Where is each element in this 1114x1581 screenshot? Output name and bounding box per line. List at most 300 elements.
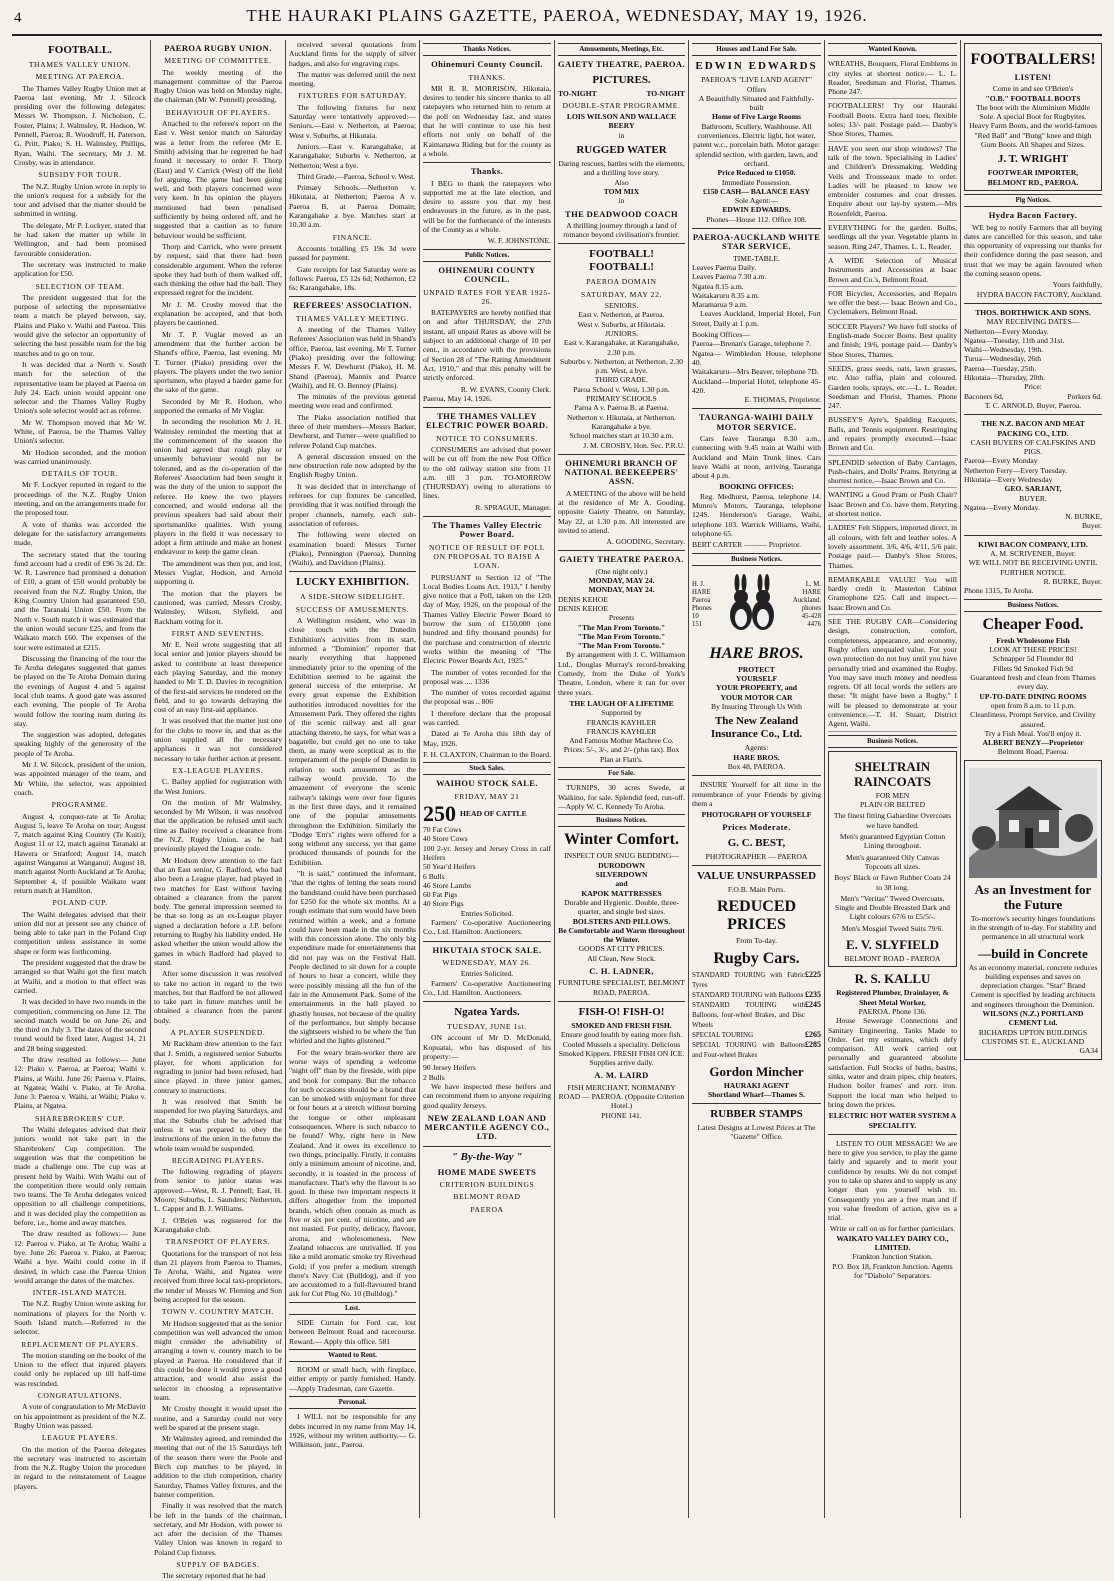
car-price-row [692, 990, 821, 1000]
car-model: SPECIAL TOURING with Balloons and Four-wheel Brakes [692, 1040, 805, 1059]
notice-heading: Ngatea Yards. [454, 1006, 520, 1019]
article-paragraph: Mr Rackham drew attention to the fact that J. Smith, a registered senior Suburbs player, for whom application for regrading to junior had been refused, had since played in three junior games, contrary to instructions. [154, 1039, 282, 1095]
ad-text: MONDAY, MAY 24. [588, 576, 655, 586]
article-paragraph: The president suggested that for the purpose of selecting the representative team a match be played between, say, Plains and Piako v. Waihi and Paeroa. This would give the selector an opportunity of selecting the best possible team for the big matches and to go on tour. [14, 292, 146, 358]
ad-list [832, 811, 953, 933]
divider [289, 571, 416, 572]
article-paragraph: Mr Crosby thought it would upset the routine, and a Saturday could not very well be spared at the present stage. [154, 1404, 282, 1432]
article-paragraph: Seconded by Mr R. Hodson, who supported the remarks of Mr Vuglar. [154, 396, 282, 415]
ad-text: To-morrow's security hinges foundations in the strength of to-day. For stability and permanence in all structural work [969, 913, 1097, 942]
ad-heading: RUBBER STAMPS [710, 1108, 803, 1121]
article-paragraph: The weekly meeting of the management committee of the Paeroa Rugby Union was held on Monday night, the chairman (Mr W. Pennell) presiding. [154, 67, 282, 105]
notice-text: ON account of Mr D. McDonald, Kopuatai, who has disposed of his property:— [423, 1033, 551, 1062]
classified-ad: SOCCER Players? We have full stocks of English-made Soccer Boots. Best quality and finish; 19/6, postage paid.— Danby's Shoe Stores, Thames. [828, 322, 957, 362]
column-divider [824, 40, 825, 1518]
article-heading: PAEROA RUGBY UNION. [164, 43, 272, 53]
section-subheading: FIXTURES FOR SATURDAY. [298, 91, 407, 101]
ad-heading: Rugby Cars. [713, 949, 800, 967]
ad-text: DENIS KEHOE [558, 603, 608, 613]
ad-heading: —build in Concrete [978, 945, 1088, 961]
divider [423, 1001, 551, 1002]
article-paragraph: The secretary reported that he had [162, 1571, 266, 1581]
article-subheading: SUCCESS OF AMUSEMENTS. [295, 604, 410, 614]
article-paragraph: Attached to the referee's report on the East v. West senior match on Saturday was a letter from the referee (Mr E. Smith) advising that he regretted he had found it necessary to order F. Thorp (East) and V. Carrick (West) off the field for arguing. The game had been going well, and both players concerned were very keen. In his opinion the players mentioned had been penalised sufficiently by being ordered off, and he suggested that a caution as to future behaviour would be sufficient. [154, 119, 282, 240]
divider [828, 1134, 957, 1135]
article-paragraph: Mr E. Neil wrote suggesting that all local senior and junior players should be asked to contribute at least threepence each playing Saturday, and the money handed to Mr T. D. Davies in recognition of the first-aid services he rendered on the field, and to go towards defraying the cost of an easy first-aid appliance. [154, 640, 282, 715]
column-divider [150, 40, 151, 1518]
ad-heading: Cheaper Food. [982, 615, 1084, 633]
ad-text: PLAIN OR BELTED [859, 800, 926, 810]
ad-list-item: Men's Mosgiel Tweed Suits 79/6. [841, 923, 944, 933]
article-paragraph: The Waihi delegates advised that their union did not at present see any chance of being able to take part in the Poland Cup competition unless assistance in some shape or form was forthcoming. [14, 909, 146, 956]
notice-subheading: NOTICE TO CONSUMERS. [436, 433, 538, 443]
category-label: Business Notices. [964, 599, 1102, 612]
ad-text: in [618, 196, 625, 206]
notice-text: The number of votes recorded against the proposal was .. 806 [423, 688, 551, 707]
ad-text: INSPECT OUR SNUG BEDDING— [564, 851, 679, 861]
article-paragraph: The motion standing on the books of the Union to the effect that injured players could only be replaced up till half-time was rescinded. [14, 1350, 146, 1388]
notice-signature: T. C. ARNOLD, Buyer, Paeroa. [984, 400, 1082, 410]
article-paragraph: A vote of thanks was accorded the delegate for the satisfactory arrangements made. [14, 519, 146, 548]
article-paragraph: The matter was deferred until the next meeting. [289, 69, 416, 89]
section-subheading: TRANSPORT OF PLAYERS. [165, 1237, 271, 1247]
ad-text: Reg. Medhurst, Paeroa, telephone 14. Munro's Motors, Tauranga, telephone 124S. Henderson's Garage, Waihi, telephone 103. Warrick Williams, Waihi, telephone 65. [692, 491, 821, 538]
ad-text: Agents: [744, 743, 769, 753]
article-paragraph: The Waihi delegates advised that their juniors would not take part in the Sharebrokers' Cup competition. The suggestion was that the competition be made a challenge one. The cup was at present held by Waihi. With Waihi out of the competition there would only remain two teams. The Te Aroha delegates voiced opposition to all challenge competitions, and it was decided play the competition as before, i.e., home and away matches. [14, 1125, 146, 1228]
notice-text: I therefore declare that the proposal was carried. [423, 708, 551, 727]
article-paragraph: The following were elected on examination board: Messrs Turner (Piako), Pennington (Paeroa), Dunning (Waihi), and Davidson (Plains). [289, 530, 416, 568]
category-label: For Sale. [558, 767, 685, 780]
ad-list-item: Boys' Black or Fawn Rubber Coats 24 to 38 long. [834, 873, 951, 892]
ad-text: Immediate Possession. [721, 177, 792, 187]
notice-signature: A. GOODING, Secretary. [606, 537, 685, 547]
building-illustration-icon [969, 768, 1097, 878]
notice-date: Paeroa, May 14, 1926. [423, 393, 492, 403]
article-paragraph: After some discussion it was resolved to take no action in regard to the two matches, but that Radford be not allowed to take part in future matches until he obtained a clearance from the parent body. [154, 969, 282, 1025]
category-label: Public Notices. [423, 249, 551, 262]
notice-text: Buyer. [1081, 521, 1102, 531]
article-body [154, 68, 282, 1581]
stock-list: 70 Fat Cows 40 Store Cows 100 2-yr. Jersey and Jersey Cross in calf Heifers 50 Year'd Heifers 6 Bulls 46 Store Lambs 60 Fat Pigs 40 Store Pigs [423, 825, 551, 909]
category-label: Lost. [289, 1302, 416, 1315]
tonight-row [558, 89, 685, 98]
car-price: £235 [805, 989, 821, 999]
ad-text: BELMONT ROAD [453, 1192, 521, 1202]
ad-code: GA34 [1079, 1046, 1098, 1056]
section-subheading: SELECTION OF TEAM. [35, 281, 125, 291]
column-wanted-known [828, 40, 957, 1518]
article-paragraph: Mr J. M. Crosby moved that the explanation be accepted, and that both players be cautioned. [154, 299, 282, 328]
timetable-list: Leaves Paeroa 7.30 a.m. Ngatea 8.15 a.m. Waitakaruru 8.35 a.m. Maramarua 9 a.m. [692, 272, 767, 310]
notice-subheading: UNPAID RATES FOR YEAR 1925-26. [423, 287, 551, 306]
ad-text: ELECTRIC HOT WATER SYSTEM A SPECIALITY. [828, 1111, 957, 1130]
article-paragraph: A vote of congratulation to Mr McDavitt on his appointment as president of the N.Z. Rugby Union was passed. [14, 1402, 147, 1430]
notice-subheading: TUESDAY, JUNE 1st. [447, 1022, 527, 1032]
column-fixtures [289, 40, 416, 1518]
classified-ad: REMARKABLE VALUE! You will hardly credit it. Masterton Cabinet Gramophone £25. Call and inspect.—Isaac Brown and Co. [828, 575, 957, 615]
column-divider [688, 40, 689, 1518]
ad-subheading: HOME MADE SWEETS [437, 1166, 537, 1177]
section-subheading: REGRADING PLAYERS. [171, 1155, 265, 1165]
section-subheading: REPLACEMENT OF PLAYERS. [21, 1339, 139, 1349]
fish-prices: Schnapper 5d Flounder 8d Fillets 9d Smoked Fish 9d [992, 654, 1074, 673]
notice-text: A MEETING of the above will be held at the residence of Mr A. Gooding, opposite Gaiety Theatre, on Saturday, May 22, at 1.30 p.m. All interested are invited to attend. [558, 488, 685, 535]
article-paragraph: Accounts totalling £5 19s 3d were passed for payment. [289, 243, 416, 263]
section-subheading: POLAND CUP. [52, 898, 108, 908]
car-price: £225 [805, 969, 821, 979]
ad-text: Sole Agent:— [734, 196, 779, 206]
ad-text: And Famous Mother Machree Co. [569, 736, 674, 746]
column-divider [960, 40, 961, 1518]
article-paragraph: A Wellington resident, who was in close touch with the Dunedin Exhibition's activities from its start, informed a "Dominion" reporter that nearly everything that happened immediately prior to the opening of the Exhibition seemed to be against the general success of the enterprise. At every great expense the Exhibition authorities introduced novelties for the Amusement Park. They offered the rights of the scenic railway and all gear attaching thereto, he says, for what was a bagatelle, but could get no one to take them, as many were sceptical as to the temperament of the people of Dunedin in relation to such amusement as the railway would provide. To the amazement of everyone the scenic railway's takings were over four figures in the first three days, and it remained one of the popular amusements throughout the Exhibition. Similarly the "Dodge 'Em's" rights were offered for a song without any success, yet that game produced thousands of pounds for the Exhibition. [289, 616, 416, 867]
price-item: Baconers 6d, [964, 391, 1004, 401]
article-paragraph: Quotations for the transport of not less than 21 players from Paeroa to Thames, Te Aroha, Waihi, and Ngatea were received from three local taxi-proprietors, the tender of Messrs W. Fleming and Son being accepted for the season. [154, 1248, 282, 1304]
ad-text: Registered Plumber, Drainlayer, & Sheet Metal Worker, [836, 988, 949, 1007]
notice-text: CONSUMERS are advised that power will be cut off from the new Post Office to the old railway station site from 11 a.m. till 3 p.m. TO-MORROW (THURSDAY) owing to alterations to lines. [423, 444, 551, 501]
article-paragraph: The draw resulted as follows:— June 12: Piako v. Paeroa, at Paeroa; Waihi v. Plains, at Waihi. June 26: Paeroa v. Plains, at Ngatea; Waihi v. Piako, at Te Aroha. June 3: Paeroa v. Waihi, at Waihi; Piako v. Plains, at Ngatea. [14, 1054, 146, 1111]
notice-signature: R. BURKE, Buyer. [1043, 576, 1102, 586]
ad-text: Durable and Hygienic. Double, three-quarter, and single bed sizes. [564, 897, 679, 917]
ad-text: Write or call on us for further particulars. [829, 1224, 956, 1234]
footballers-ad [964, 43, 1102, 191]
ad-text: SMOKED AND FRESH FISH. [571, 1020, 672, 1030]
stock-list: 90 Jersey Heifers 2 Bulls [423, 1063, 476, 1082]
section-subheading: FINANCE. [332, 232, 373, 242]
article-paragraph: Mr T. P. Vuglar moved as an amendment that the further action be Shand's office, Paeroa, last evening. Mr T. Turner (Piako) presiding over the players. The players under the two senior sportsmen, who played a harder game for the sake of the game. [154, 329, 282, 395]
sheltrain-ad [828, 751, 957, 967]
tonight-label: TO-NIGHT [646, 88, 685, 98]
section-subheading: TOWN V. COUNTRY MATCH. [161, 1307, 275, 1317]
ad-text: Cleanliness, Prompt Service, and Civility assured. [970, 710, 1096, 729]
article-paragraph: Mr F. Lockyer reported in regard to the proceedings of the N.Z. Rugby Union meeting, and on the arrangements made for the proposed tour. [14, 480, 146, 518]
divider [423, 941, 551, 942]
ad-text: The boot with the Aluminium Middle Sole. A special Boot for Rugbyites. [975, 102, 1091, 122]
ad-text: open from 8 a.m. to 11 p.m. [990, 700, 1076, 710]
notice-signature: J. M. CROSBY, Hon. Sec. P.R.U. [583, 440, 685, 450]
classified-ad: LADIES' Felt Slippers, imported direct, in all colours, with felt and leather soles. A lovely assortment. 3/6, 4/6, 4/11, 5/6 pair. Postage paid.— Danby's Shoe Stores, Thames. [828, 523, 957, 572]
ad-heading: R. S. KALLU [854, 971, 931, 987]
ad-heading: FISH-O! FISH-O! [578, 1005, 665, 1018]
notice-subheading: FRIDAY, MAY 21 [454, 791, 520, 801]
ad-heading: VALUE UNSURPASSED [696, 870, 817, 882]
classified-ad: HAVE you seen our shop windows? The talk of the town. Specialising in Ladies' and Children's Dressmaking. Wedding Veils and Trousseaux made to order. Ladies will be pleased to know we embroider costumes and coat dresses. Enquire about our lay-by system.—Mrs Rosenfeldt, Paeroa. [828, 144, 957, 221]
ad-text: Be Comfortable and Warm throughout the Winter. [558, 925, 685, 945]
divider [289, 296, 416, 297]
article-paragraph: The president suggested that the draw be arranged so that Waihi got the first match at Waihi, and a motion to that effect was carried. [14, 958, 146, 995]
article-paragraph: J. O'Brien was registered for the Karangahake club. [154, 1215, 282, 1234]
notice-text: Ngatea—Every Monday. [964, 502, 1040, 512]
divider [964, 303, 1102, 304]
ad-text: SATURDAY, MAY 22. [581, 289, 662, 299]
ad-list-item: Men's guaranteed Oily Canvas Topcoats all sizes. [845, 852, 940, 871]
notice-signature: GEO. SARJANT, [1004, 484, 1062, 494]
ad-text: H. J. HARE Paeroa Phones 10 151 [692, 580, 712, 628]
category-label: Business Notices. [558, 814, 685, 827]
divider [964, 414, 1102, 415]
ad-text: PAEROA'S "LIVE LAND AGENT" [701, 75, 812, 85]
classified-ad: FOR Bicycles, Accessories, and Repairs we offer the best.— Isaac Brown and Co., Cyclemakers, Belmont Road. [828, 289, 957, 320]
article-paragraph: Mr Hodson suggested that as the senior competition was well advanced the union might consider the advisability of arranging a town v. country match to be played at Paeroa. He considered that if this could be done it would prove a good attraction, and would also assist the selector in choosing a representative team. [154, 1318, 282, 1402]
ad-text: Prices: 5/-, 3/-, and 2/- (plus tax). Box Plan at Flatt's. [563, 745, 680, 764]
article-paragraph: Mr W. Thompson moved that Mr W. White, of Paeroa, be the Thames Valley Union's selector. [14, 417, 146, 446]
ad-text: Try a Fish Meal. You'll enjoy it. [984, 728, 1082, 738]
ad-heading: FOOTBALLERS! [970, 51, 1096, 68]
booking-offices: Booking Offices— Paeroa—Brenan's Garage, telephone 7. Ngatea— Wimbledon House, telephone 40. Waitakaruru—Mrs Beaver, telephone 7D. Auckland—Imperial Hotel, telephone 45-420. [692, 330, 821, 395]
car-model: STANDARD TOURING with Fabric Tyres [692, 970, 805, 989]
article-paragraph: The suggestion was adopted, delegates speaking highly of the generosity of the people of Te Aroha. [14, 730, 146, 758]
ad-text: Frankton Junction Station. [852, 1252, 933, 1262]
ad-heading: EDWIN EDWARDS [695, 60, 818, 73]
article-heading: LUCKY EXHIBITION. [296, 576, 409, 589]
ad-text: PHOTOGRAPH OF YOURSELF [701, 810, 812, 820]
notice-text: Entries Solicited. [460, 908, 514, 918]
ad-text: FISH MERCHANT, NORMANBY ROAD — PAEROA. (Opposite Criterion Hotel.) [558, 1082, 685, 1111]
page-number: 4 [14, 10, 22, 26]
notice-heading: HIKUTAIA STOCK SALE. [432, 944, 542, 955]
notice-heading: OHINEMURI COUNTY COUNCIL. [438, 264, 536, 285]
divider [558, 454, 685, 455]
column-paeroa-rugby [154, 40, 282, 1581]
divider [692, 775, 821, 776]
car-model: SPECIAL TOURING [692, 1030, 754, 1039]
ad-text: By Insuring Through Us With [711, 702, 802, 712]
classified-ad: A WIDE Selection of Musical Instruments and Accessories at Isaac Brown and Co.'s, Belmont Road. [828, 256, 957, 287]
car-price-list [692, 970, 821, 1060]
notice-text: PURSUANT to Section 12 of "The Local Bodies Loans Act, 1913," I hereby give notice that a Poll, taken on the 12th day of May, 1926, on the proposal of the Thames Valley Electric Power Board to borrow the sum of £150,000 (one hundred and fifty thousand pounds) for the purchase and construction of electric works within the meaning of "The Electric Power Boards Act, 1925." [423, 572, 551, 666]
car-price: £285 [805, 1039, 821, 1049]
ad-text: FURNITURE SPECIALIST, BELMONT ROAD, PAEROA. [558, 978, 685, 997]
car-price: £265 [805, 1029, 821, 1039]
car-price-row [692, 1000, 821, 1030]
ad-heading: PICTURES. [592, 73, 651, 86]
ad-text: MONDAY, MAY 24. [588, 585, 655, 595]
price-item: Porkers 6d. [1067, 391, 1102, 401]
ad-text: ALBERT BENZY—Proprietor [982, 738, 1084, 748]
ad-text: BOOKING OFFICES: [719, 482, 794, 492]
section-subheading: EX-LEAGUE PLAYERS. [172, 765, 264, 775]
notice-signature: N. BURKE, [1065, 512, 1102, 522]
notice-signature: W. F. JOHNSTONE. [487, 236, 551, 246]
notice-text: BUYER. [1019, 493, 1047, 503]
notice-heading: THOS. BORTHWICK AND SONS. [975, 307, 1091, 317]
price-row [964, 392, 1102, 401]
article-paragraph: "It is said," continued the informant, "that the rights of letting the seats round the bandstand could have been purchased for £250 for the whole six months. At a rough estimate that sum would have been returned within a week, and a fortune could have been made in the six months with this concession alone. The only big expenditure made for entertainments that did not pay was on the Festival Hall. People declined to sit down for a couple of hours to hear a concert, while they were possibly missing all the fun of the fair in the Amusement Park. Some of the entertainments in the hall played to ghastly houses, not because of the quality of the performance, but simply because the sightseers wished to be where the 'fun whirled and the lights glistened.'" [289, 869, 416, 1046]
ad-heading: As an Investment for the Future [974, 881, 1092, 912]
ad-text: Offers [746, 84, 767, 94]
article-paragraph: The following regrading of players from senior to junior status was approved:—West, R. J. Pennell; East, H. Moore; Suburbs, L. Saunders; Netherton, L. Capper and B. J. Williams. [154, 1167, 282, 1214]
category-label: Business Notices. [692, 553, 821, 566]
divider [558, 243, 685, 244]
rabbit-logo-icon [721, 573, 783, 637]
column-houses-land [692, 40, 821, 1518]
ad-heading: C. H. LADNER, [589, 966, 654, 977]
article-paragraph: Thorp and Carrick, who were present by request, said that there had been considerable argument. When the referee spoke they had both of them walked off, each thinking the other had the ball. They expressed regret for the incident. [154, 241, 282, 298]
ad-heading: Winter Comfort. [564, 831, 679, 849]
article-paragraph: The N.Z. Rugby Union wrote in reply to the union's request for a subsidy for the tour and advised that the matter should be submitted in writing. [14, 181, 146, 219]
article-heading: FOOTBALL. [48, 44, 112, 56]
ad-text: By arrangement with J. C. Williamson Ltd., Douglas Murray's record-breaking Comedy, from the Duke of York's Theatre, London, where it ran for over three years. [558, 650, 685, 697]
article-paragraph: A general discussion ensued on the new obstruction rule now adopted by the English Rugby Union. [289, 451, 416, 480]
column-amusements [558, 40, 685, 1518]
notice-heading: THE N.Z. BACON AND MEAT PACKING CO., LTD. [981, 419, 1085, 438]
notice-heading: NEW ZEALAND LOAN AND MERCANTILE AGENCY CO., LTD. [424, 1112, 550, 1142]
play-title: "The Man From Toronto." [577, 631, 666, 641]
ad-signature: BERT CARTER ——— Proprietor. [692, 540, 802, 550]
notice-subheading: NOTICE OF RESULT OF POLL ON PROPOSAL TO RAISE A LOAN. [428, 542, 546, 571]
column-divider [285, 40, 286, 1518]
notice-text: Price: [1024, 382, 1042, 392]
ad-text: (One night only.) [595, 566, 648, 576]
article-paragraph: Juniors.—East v. Karangahake, at Karangahake; Suburbs v. Netherton, at Netherton; West a bye. [289, 141, 416, 170]
article-paragraph: It was decided that in interchange of referees for cup fixtures be cancelled, providing that it was notified through the proper channels, namely, each sub-association of referees. [289, 481, 416, 528]
ad-text: GOODS AT CITY PRICES. [578, 944, 665, 954]
ad-text: UP-TO-DATE DINING ROOMS [979, 691, 1087, 701]
divider [692, 408, 821, 409]
article-paragraph: The N.Z. Rugby Union wrote asking for nominations of players for the North v. South Island match.—Referred to the selector. [14, 1299, 146, 1337]
notice-signature: F. H. CLAXTON, Chairman to the Board. [423, 749, 551, 759]
notice-text: We have inspected these heifers and can recommend them to anyone requiring good quality Jerseys. [423, 1081, 551, 1110]
article-body [289, 616, 416, 1299]
article-subheading: MEETING AT PAEROA. [35, 72, 125, 82]
notice-text: WE WILL NOT BE RECEIVING UNTIL FURTHER NOTICE. [968, 558, 1098, 577]
divider [423, 162, 551, 163]
article-paragraph: The amendment was then put, and lost, Messrs Vuglar, Hodson, and Arnold supporting it. [154, 558, 282, 587]
article-paragraph: For the weary brain-worker there are worse ways of spending a welcome "night off" than by the fireside, with pipe and book for company. But the tobacco for such occasions should be a brand that can be smoked with enjoyment for three or four hours at a stretch without burning the tongue or other unpleasant consequences. Where is such tobacco to be found? Why, right here in New Zealand. And it owes its excellence to two things, principally. Firstly, it contains only a minimum amount of nicotine, and, secondly, it is toasted in the process of manufacture. That's why the flavour is so good. In these two important respects it differs altogether from the imported brands, which often contain as much as five or six per cent. of nicotine, and are not toasted. For purity, delicacy, flavour, aroma, and wholesomeness, New Zealand tobaccos are unrivalled. If you like a mild aromatic smoke try Riverhead Gold; if you prefer a medium strength there's Navy Cut (Bulldog), and if you are accustomed to a full-flavoured brand ask for Cut Plug No. 10 (Bulldog)." [289, 1047, 416, 1299]
hare-logo-text: HARE BROS. [709, 644, 804, 662]
ad-list-item: The finest fitting Gabardine Overcoats we have handled. [833, 811, 952, 830]
notice-text: MR R. R. MORRISON, Hikutaia, desires to tender his sincere thanks to all ratepayers who returned him to return at the poll on Wednesday last, and states that he will continue to use his best efforts not only on behalf of the Kaimanawa Riding but for the county as a whole. [423, 83, 551, 158]
ad-heading: " By-the-Way " [451, 1150, 523, 1163]
notice-text: MAY RECEIVING DATES— [986, 317, 1080, 327]
article-paragraph: A meeting of the Thames Valley Referees' Association was held in Shand's office, Paeroa, last evening, Mr T. Turner (Piako) presiding over the following: Messrs F. W. Dewhurst (Piako), H. M. Shand (Paeroa), Mannix and Pearce (Waihi), and H. O. Bennoy (Plains). [289, 325, 416, 390]
ad-text: Leaves Auckland, Imperial Hotel, Fort Street, Daily at 1 p.m. [692, 309, 821, 328]
column-football [14, 40, 146, 1518]
ad-text: Phones—House 112. Office 108. [706, 214, 807, 224]
ad-text: Come in and see O'Brien's [992, 84, 1074, 94]
classified-ad: WANTING a Good Pram or Push Chair? Isaac Brown and Co. have them. Retyring at shortest notice. [828, 490, 957, 521]
article-paragraph: received several quotations from Auckland firms for the supply of silver badges, and also for engraving cups. [289, 40, 416, 68]
ad-text: Supported by [601, 708, 642, 718]
play-title: "The Man From Toronto." [577, 622, 666, 632]
notice-subheading: THANKS. [468, 72, 506, 82]
classified-ad: EVERYTHING for the garden. Bulbs, seedlings all the year. Vegetable plants in season. Ring 247, Thames. L. L. Reader. [828, 223, 957, 254]
ad-text: HARE BROS. [733, 752, 780, 762]
film-title: THE DEADWOOD COACH [565, 208, 678, 219]
article-paragraph: It was resolved that the matter just one for the clubs to move in, and that as the union supplied all the necessary appliances it was not considered necessary to take further action at present. [154, 716, 282, 763]
dates-list: Paeroa—Every Monday Netherton Ferry—Every Tuesday. Hikutaia—Every Wednesday [964, 456, 1068, 484]
ad-text: THE LAUGH OF A LIFETIME [569, 698, 674, 708]
notice-text: A. M. SCRIVENER, Buyer. [990, 549, 1076, 559]
ad-heading: GAIETY THEATRE, PAEROA. [558, 59, 685, 70]
notice-text: WE beg to notify Farmers that all buying dates are cancelled for this season, and take this opportunity of expressing our thanks for their confidence during the past season, and trust that we may be again favoured when the coming season opens. [964, 222, 1102, 279]
notice-heading: THE THAMES VALLEY ELECTRIC POWER BOARD. [426, 411, 548, 431]
ad-heading: SHELTRAIN RAINCOATS [853, 758, 932, 789]
notice-text: Farmers' Co-operative Auctioneering Co., Ltd. Hamilton. Auctioneers. [423, 918, 551, 937]
notice-heading: Thanks. [470, 166, 504, 177]
section-subheading: SUBSIDY FOR TOUR. [38, 170, 122, 180]
ad-heading: G. C. BEST, [727, 836, 786, 849]
classified-ad: SEE THE RUGBY CAR—Considering design, construction, comfort, completeness, appearance, and economy, Rugby offers unequaled value. For your own protection do not buy until you have personally tried and examined the Rugby. You may save much money and needless regrets. Of all local words the sellers are these: "It might have been a Rugby." I will be pleased to demonstrate at your convenience.—T. H. Stuart, District Agent, Waihi. [828, 617, 957, 732]
ad-text: FOOTWEAR IMPORTER, BELMONT RD., PAEROA. [987, 168, 1079, 187]
classified-ad: SEEDS, grass seeds, oats, lawn grasses, etc. Also raffia, plain and coloured. Garden tools, sprays, etc.—L. L. Reader, Seedsman and Florist, Thames. Phone 247. [828, 364, 957, 413]
dates-list: Netherton—Every Monday. Ngatea—Tuesday, 11th and 31st. Waihi—Wednesday, 19th. Turua—Wednesday, 26th Paeroa—Tuesday, 25th. Hikutaia—Thursday, 20th. [964, 326, 1065, 383]
article-paragraph: Gate receipts for last Saturday were as follows: Paeroa, £5 12s 6d; Netherton, £2 6s; Karangahake, 18s. [289, 264, 416, 293]
tonight-label: TO-NIGHT [558, 88, 597, 98]
article-paragraph: The Thames Valley Rugby Union met at Paeroa last evening, Mr J. Silcock presiding over the following delegates: Messrs W. Thompson, J. Nicholson, C. Foster, Plains; J. Walmsley, R. Hodson, W. Pennell, Paeroa; R. Woodruff, H. Paterson, G. Pritt, Piako; S. H. Walmsley, Phillips, Ryan, Waihi. The secretary, Mr J. M. Crosby, was in attendance. [14, 83, 146, 167]
article-paragraph: The Piako association notified that three of their members—Messrs Barker, Dewhurst, and Turner—were qualified to referee Poland Cup matches. [289, 412, 416, 450]
notice-text: CASH BUYERS OF CALFSKINS AND PIGS. [970, 437, 1096, 457]
article-paragraph: The secretary stated that the touring fund account had a credit of £96 3s 2d. Dr. W. R. Lawrence had promised a donation of £10, a grant of £50 would probably be received from the N.Z. Rugby Union, the King Country Union had guaranteed £50, and the Taranaki Union £50. From the North v. South match it was estimated that the union would secure £25, and from the Waikato match £60. The expenses of the tour were estimated at £215. [14, 549, 146, 652]
notice-heading: Ohinemuri County Council. [431, 59, 543, 70]
car-price: £245 [805, 999, 821, 1009]
category-label: Pig Notices. [964, 194, 1102, 207]
notice-heading: WAIHOU STOCK SALE. [436, 778, 538, 789]
ad-text: Home of Five Large Rooms [712, 112, 801, 122]
notice-heading: The Thames Valley Electric Power Board. [431, 520, 543, 540]
column-notices [423, 40, 551, 1518]
notice-text: Phone 1315, Te Aroha. [964, 586, 1034, 596]
article-paragraph: Discussing the financing of the tour the Te Aroha delegates suggested that games be played on the Te Aroha Domain during the evenings of August 4 and 5 against local club teams. A good gate was assured each evening. The people of Te Aroha would follow the touring team during its stay. [14, 653, 146, 728]
article-paragraph: Mr Hodson drew attention to the fact that an East senior, G. Radford, who had also been a League player, had played in two matches for East without having obtained a clearance from the parent body. The general impression seemed to be that so long as an ex-League player signed a declaration before a J.P. before returning to Rugby his liability ended. He asked whether the union would allow the games in which Radford had played to stand. [154, 855, 282, 967]
ad-list-item: Men's "Veritas" Tweed Overcoats, Single and Double Breasted Dark and Light colours 67/6 to £5/5/-. [835, 893, 950, 922]
article-paragraph: The draw resulted as follows:— June 12: Paeroa v. Piako, at Te Aroha; Waihi a bye. June 26: Paeroa v. Piako, at Paeroa; Waihi a bye. Waihi could come in if desired, in which case the Paeroa Union would arrange the dates of the matches. [14, 1229, 146, 1285]
ad-heading: E. V. SLYFIELD [846, 937, 939, 953]
article-paragraph: The delegate, Mr P. Lockyer, stated that he had taken the matter up while in Wellington, and had been promised favourable consideration. [14, 220, 146, 258]
ad-heading: Prices Moderate. [722, 822, 791, 833]
ad-text: Belmont Road, Paeroa. [997, 747, 1069, 757]
ad-text: L. M. HARE Auckland. phones 45-428 4476 [792, 580, 821, 628]
notice-heading: OHINEMURI BRANCH OF NATIONAL BEEKEEPERS' ASSN. [564, 457, 679, 487]
section-subheading: FIRST AND SEVENTHS. [171, 628, 265, 638]
ad-text: WILSONS (N.Z.) PORTLAND CEMENT Ltd. [982, 1009, 1084, 1028]
article-paragraph: August 4, conquer-rate at Te Aroha; August 5, leave Te Aroha on tour; August 7, match against King Country (Te Kuiti); August 11 or 12, match against Taranaki at Hawera or Stratford; August 14, match against Wanganui at Wanganui; August 18, match against North Auckland at Te Aroha; September 4, if possible Waikato want return match at Hamilton. [14, 811, 146, 895]
notice-subheading: WEDNESDAY, MAY 26. [442, 957, 532, 967]
category-label: Thanks Notices. [423, 43, 551, 56]
notice-text: The number of votes recorded for the proposal was .... 1336 [423, 667, 551, 686]
cattle-heading: HEAD OF CATTLE [460, 809, 527, 819]
article-paragraph: It was decided that a North v. South match for the selection of the representative team be played at Paeroa on July 24. Each union would appoint one selector and the Thames Valley Rugby Union's sole selector would act as referee. [14, 359, 146, 416]
notice-text: I BEG to thank the ratepayers who supported me at the late election, and desire to assure you that my best endeavours in the future, as in the past, will be for the furtherance of the interests of the County as a whole. [423, 178, 551, 235]
ad-text: Latest Designs at Lowest Prices at The "Gazette" Office. [697, 1123, 816, 1142]
masthead-rule [12, 34, 1102, 36]
article-paragraph: Mr Hodson seconded, and the motion was carried unanimously. [14, 447, 146, 466]
notice-signature: Yours faithfully, HYDRA BACON FACTORY, Auckland. [976, 280, 1102, 299]
notice-text: RATEPAYERS are hereby notified that on and after THURSDAY, the 27th instant, all unpaid Rates as above will be subject to an additional charge of 10 per cent., in accordance with the provisions of Section 28 of "The Rating Amendment Act, 1910," and that this penalty will be strictly enforced. [423, 308, 551, 383]
cattle-count: 250 [423, 801, 456, 827]
ad-heading: FOOTBALL! FOOTBALL! [589, 248, 654, 274]
ad-text: Also [614, 177, 629, 187]
masthead-title: THE HAURAKI PLAINS GAZETTE, PAEROA, WEDNESDAY, MAY 19, 1926. [246, 6, 868, 25]
ad-heading: REDUCED PRICES [716, 898, 797, 934]
ad-text: £150 CASH— BALANCE EASY [703, 186, 810, 196]
section-subheading: A PLAYER SUSPENDED. [170, 1027, 266, 1037]
ad-text: P.O. Box 18, Frankton Junction. Agents for "Diabolo" Separators. [832, 1261, 953, 1280]
concrete-ad [964, 760, 1102, 1060]
fixtures-list: SENIORS. East v. Netherton, at Paeroa. West v. Suburbs, at Hikutaia. JUNIORS. East v. Karangahake, at Karangahake, 2.30 p.m. Suburbs v. Netherton, at Netherton, 2.30 p.m. West, a bye. THIRD GRADE. Paroa School v. West, 1.30 p.m. PRIMARY SCHOOLS Paroa A v. Paeroa B, at Paeroa. Netherton v. Hikutaia, at Netherton. Karangahake a bye. School matches start at 10.30 a.m. [560, 301, 683, 441]
article-paragraph: On the motion of the Paeroa delegates the secretary was instructed to ascertain from the N.Z. Rugby Union the procedure in regard to the reinstatement of League players. [14, 1444, 146, 1491]
article-paragraph: It was decided to have two rounds in the competition, commencing on June 12. The second match would be on June 26, and the third on July 3. The dates of the second round would be fixed later, August 14, 21 and 28 being suggested. [14, 997, 146, 1053]
ad-text: Heavy Farm Boots, and the world-famous "Red Ball" and "Bung" knee and thigh Gum Boots. All Shapes and Sizes. [969, 121, 1097, 150]
category-label: Business Notices. [828, 735, 957, 748]
notice-heading: Hydra Bacon Factory. [988, 210, 1078, 221]
ad-text: As an economy material, concrete reduces building expenses and saves on depreciation charges. "Star" Brand Cement is specified by leading architects and engineers throughout the Dominion. [968, 962, 1098, 1009]
ad-text: All Clean, New Stock. [587, 953, 656, 963]
ad-heading: TAURANGA-WAIHI DAILY MOTOR SERVICE. [699, 412, 814, 432]
ad-text: Price Reduced to £1050. [717, 168, 796, 178]
section-subheading: PROGRAMME. [51, 800, 109, 810]
article-paragraph: Mr J. W. Silcock, president of the union, was appointed manager of the team, and Mr White, the selector, was appointed coach. [14, 760, 146, 797]
article-paragraph: Mr Walmsley agreed, and reminded the meeting that out of the 15 Saturdays left of the season there were the Poole and Birch cup matches to be played, in addition to the club competition, charity Saturday, Thames Valley fixtures, and the banner competition. [154, 1434, 282, 1499]
